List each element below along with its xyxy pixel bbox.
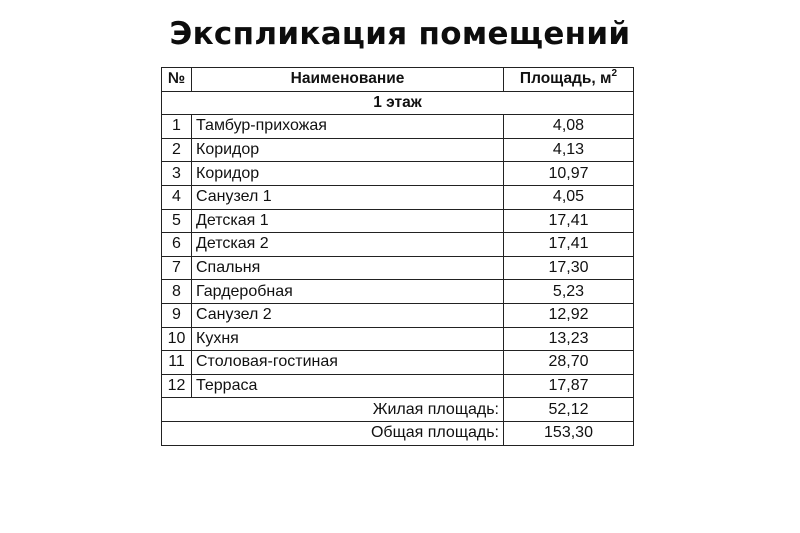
table-row bbox=[162, 327, 634, 351]
room-name: Спальня bbox=[192, 256, 504, 280]
room-area: 17,30 bbox=[504, 256, 634, 280]
room-area: 17,87 bbox=[504, 374, 634, 398]
table-row bbox=[162, 303, 634, 327]
room-area: 28,70 bbox=[504, 351, 634, 375]
table-row bbox=[162, 185, 634, 209]
room-number: 3 bbox=[162, 162, 192, 186]
page-title: Экспликация помещений bbox=[169, 16, 631, 52]
table-row bbox=[162, 138, 634, 162]
room-number: 9 bbox=[162, 303, 192, 327]
living-area-value: 52,12 bbox=[504, 398, 634, 422]
table-row bbox=[162, 209, 634, 233]
total-area-value: 153,30 bbox=[504, 421, 634, 445]
header-number: № bbox=[162, 68, 192, 92]
table-row bbox=[162, 351, 634, 375]
living-area-label: Жилая площадь: bbox=[162, 398, 504, 422]
room-name: Столовая-гостиная bbox=[192, 351, 504, 375]
room-name: Санузел 2 bbox=[192, 303, 504, 327]
total-area-label: Общая площадь: bbox=[162, 421, 504, 445]
room-name: Кухня bbox=[192, 327, 504, 351]
room-number: 5 bbox=[162, 209, 192, 233]
room-area: 13,23 bbox=[504, 327, 634, 351]
room-number: 10 bbox=[162, 327, 192, 351]
room-area: 4,05 bbox=[504, 185, 634, 209]
room-name: Тамбур-прихожая bbox=[192, 115, 504, 139]
table-header-row bbox=[162, 68, 634, 92]
room-number: 8 bbox=[162, 280, 192, 304]
floor-row bbox=[162, 91, 634, 115]
room-number: 7 bbox=[162, 256, 192, 280]
room-area: 12,92 bbox=[504, 303, 634, 327]
room-number: 2 bbox=[162, 138, 192, 162]
room-area: 17,41 bbox=[504, 233, 634, 257]
table-row bbox=[162, 280, 634, 304]
room-number: 12 bbox=[162, 374, 192, 398]
room-area: 10,97 bbox=[504, 162, 634, 186]
room-number: 11 bbox=[162, 351, 192, 375]
header-name: Наименование bbox=[192, 68, 504, 92]
room-area: 5,23 bbox=[504, 280, 634, 304]
room-name: Терраса bbox=[192, 374, 504, 398]
table-row bbox=[162, 115, 634, 139]
header-area-unit-superscript: 2 bbox=[611, 68, 618, 80]
room-area: 4,08 bbox=[504, 115, 634, 139]
room-name: Гардеробная bbox=[192, 280, 504, 304]
room-name: Коридор bbox=[192, 138, 504, 162]
room-name: Детская 1 bbox=[192, 209, 504, 233]
room-name: Санузел 1 bbox=[192, 185, 504, 209]
room-number: 6 bbox=[162, 233, 192, 257]
table-row bbox=[162, 233, 634, 257]
room-number: 4 bbox=[162, 185, 192, 209]
living-area-row bbox=[162, 398, 634, 422]
room-area: 4,13 bbox=[504, 138, 634, 162]
table-row bbox=[162, 374, 634, 398]
header-area bbox=[504, 68, 634, 92]
table-row bbox=[162, 162, 634, 186]
header-area-label: Площадь, м bbox=[519, 70, 612, 88]
room-name: Детская 2 bbox=[192, 233, 504, 257]
table-row bbox=[162, 256, 634, 280]
room-number: 1 bbox=[162, 115, 192, 139]
room-name: Коридор bbox=[192, 162, 504, 186]
total-area-row bbox=[162, 421, 634, 445]
floor-label: 1 этаж bbox=[162, 91, 634, 115]
explication-table bbox=[161, 67, 634, 446]
room-area: 17,41 bbox=[504, 209, 634, 233]
